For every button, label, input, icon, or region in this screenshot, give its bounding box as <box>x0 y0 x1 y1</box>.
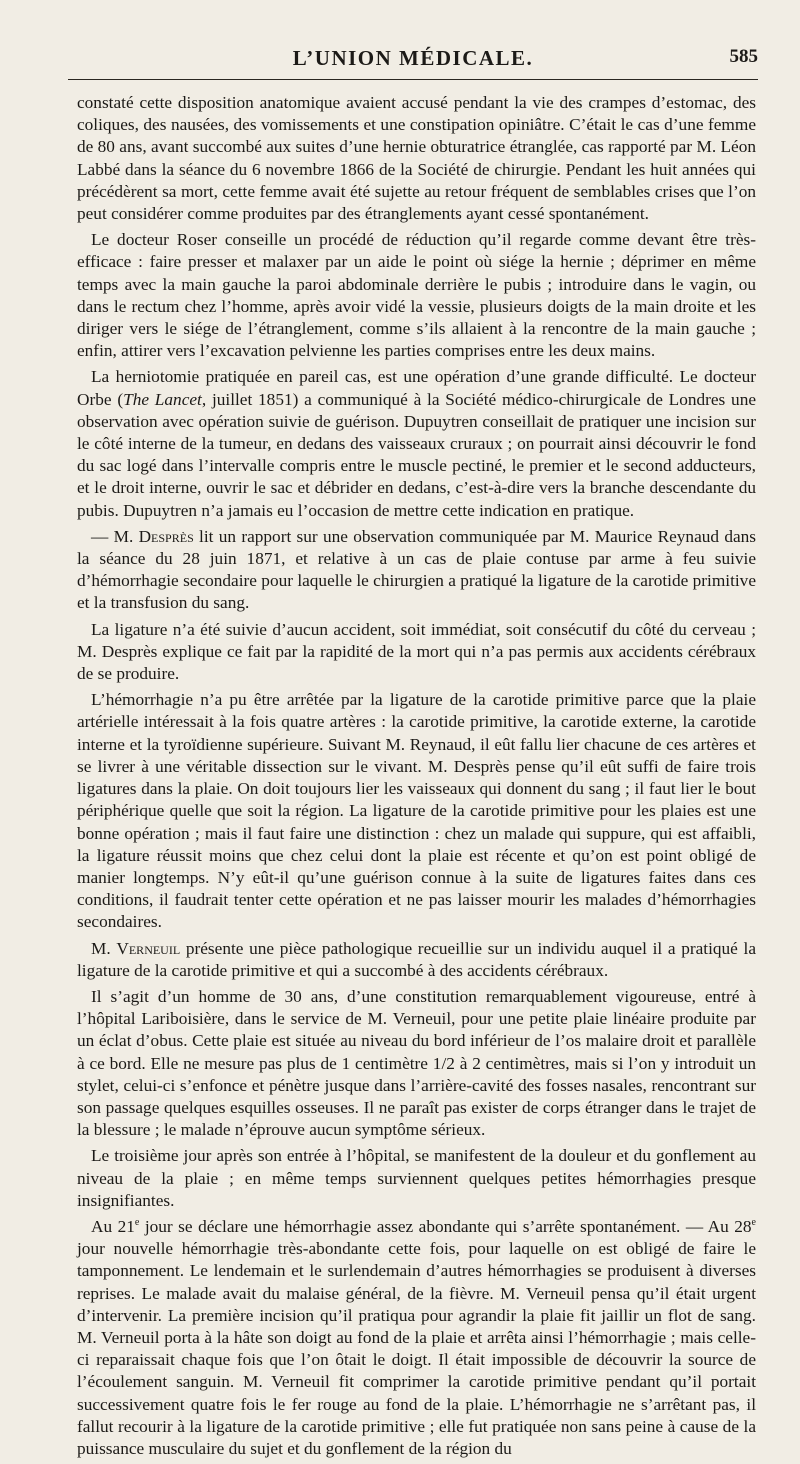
paragraph-4 <box>77 526 756 615</box>
paragraph-5-text: La ligature n’a été suivie d’aucun accident, soit immédiat, soit consécutif du côté du cerveau ; M. Desprès explique ce fait par la rapidité de la mort qui n’a pas permis aux accidents cérébraux de se produire. <box>77 619 756 684</box>
paragraph-10-text-a: Au 21 <box>91 1216 135 1236</box>
journal-title: The Lancet <box>123 389 202 409</box>
article-body <box>77 92 756 1464</box>
paragraph-7-text-a: M. <box>91 938 117 958</box>
author-name-despres: Desprès <box>138 526 194 546</box>
header-rule <box>68 79 758 80</box>
paragraph-9-text: Le troisième jour après son entrée à l’hôpital, se manifestent de la douleur et du gonflement au niveau de la plaie ; en même temps surviennent quelques petites hémorrhagies presque insignifiantes. <box>77 1146 756 1210</box>
paragraph-3 <box>77 366 756 521</box>
ordinal-superscript: e <box>751 1217 756 1229</box>
paragraph-3-text-b: , juillet 1851) a communiqué à la Société médico-chirurgicale de Londres une observation avec opération suivie de guérison. Dupuytren conseillait de pratiquer une incision sur le côté interne de la tumeur, en dedans des vaisseaux cruraux ; on pourrait ainsi découvrir le fond du sac logé dans l’intervalle compris entre le muscle pectiné, le premier et le second adducteurs, et le droit interne, ouvrir le sac et débrider en dedans, c’est-à-dire vers la branche descendante du pubis. Dupuytren n’a jamais eu l’occasion de mettre cette indication en pratique. <box>77 389 757 520</box>
paragraph-3-text-a: La herniotomie pratiquée en pareil cas, est une opération d’une grande difficulté. Le docteur Orbe ( <box>77 367 756 409</box>
page-number: 585 <box>729 46 758 67</box>
paragraph-10 <box>77 1216 756 1460</box>
paragraph-8 <box>77 986 756 1141</box>
running-title: L’UNION MÉDICALE. <box>292 46 534 70</box>
paragraph-2 <box>77 229 756 362</box>
ordinal-superscript: e <box>134 1217 140 1229</box>
paragraph-10-text-c: jour nouvelle hémorrhagie très-abondante cette fois, pour laquelle on est obligé de faire le tamponnement. Le lendemain et le surlendemain d’autres hémorrhagies se produisent à diverses reprises. Le malade avait du malaise général, de la fièvre. M. Verneuil pensa qu’il était urgent d’intervenir. La première incision qu’il pratiqua pour agrandir la plaie fit jaillir un flot de sang. M. Verneuil porta à la hâte son doigt au fond de la plaie et arrêta ainsi l’hémorrhagie ; mais celle-ci reparaissait chaque fois que l’on ôtait le doigt. Il était impossible de découvrir la source de l’écoulement sanguin. M. Verneuil fit comprimer la carotide primitive pendant qu’il portait successivement quatre fois le fer rouge au fond de la plaie. L’hémorrhagie ne s’arrêtant pas, il fallut recourir à la ligature de la carotide primitive ; elle fut pratiquée non sans peine à cause de la puissance musculaire du sujet et du gonflement de la région du <box>77 1239 756 1458</box>
page-header <box>68 46 758 76</box>
paragraph-8-text: Il s’agit d’un homme de 30 ans, d’une constitution remarquablement vigoureuse, entré à l’hôpital Lariboisière, dans le service de M. Verneuil, pour une petite plaie linéaire produite par un éclat d’obus. Cette plaie est située au niveau du bord inférieur de l’os malaire droit et parallèle à ce bord. Elle ne mesure pas plus de 1 centimètre 1/2 à 2 centimètres, mais si l’on y introduit un stylet, celui-ci s’enfonce et pénètre jusque dans l’arrière-cavité des fosses nasales, rencontrant sur son passage quelques esquilles osseuses. Il ne paraît pas exister de corps étranger dans le trajet de la blessure ; le malade n’éprouve aucun symptôme sérieux. <box>77 986 756 1140</box>
paragraph-6 <box>77 689 756 933</box>
paragraph-1-text: constaté cette disposition anatomique avaient accusé pendant la vie des crampes d’estomac, des coliques, des nausées, des vomissements et une constipation opiniâtre. C’était le cas d’une femme de 80 ans, avant succombé aux suites d’une hernie obturatrice étranglée, cas rapporté par M. Léon Labbé dans la séance du 6 novembre 1866 de la Société de chirurgie. Pendant les huit années qui précédèrent sa mort, cette femme avait été sujette au retour fréquent de semblables crises que l’on peut considérer comme produites par des étranglements ayant cessé spontanément. <box>77 93 756 224</box>
paragraph-6-text: L’hémorrhagie n’a pu être arrêtée par la ligature de la carotide primitive parce que la plaie artérielle intéressait à la fois quatre artères : la carotide primitive, la carotide externe, la carotide interne et la tyroïdienne supérieure. Suivant M. Reynaud, il eût fallu lier chacune de ces artères et se livrer à une véritable dissection sur le vivant. M. Desprès pense qu’il eût suffi de faire trois ligatures dans la plaie. On doit toujours lier les vaisseaux qui donnent du sang ; il faut lier le bout périphérique quelle que soit la région. La ligature de la carotide primitive pour les plaies est une bonne opération ; mais il faut faire une distinction : chez un malade qui suppure, qui est affaibli, la ligature réussit moins que chez celui dont la plaie est récente et qu’on est point obligé de manier longtemps. N’y eût-il qu’une guérison connue à la suite de ligatures faites dans ces conditions, il faudrait tenter cette opération et ne pas laisser mourir les malades d’hémorrhagies secondaires. <box>77 690 756 932</box>
paragraph-5 <box>77 619 756 686</box>
paragraph-4-text-b: lit un rapport sur une observation communiquée par M. Maurice Reynaud dans la séance du 28 juin 1871, et relative à un cas de plaie contuse par arme à feu suivie d’hémorrhagie secondaire pour laquelle le chirurgien a pratiqué la ligature de la carotide primitive et la transfusion du sang. <box>77 526 756 613</box>
paragraph-1 <box>77 92 756 225</box>
paragraph-10-text-b: jour se déclare une hémorrhagie assez abondante qui s’arrête spontanément. — Au 28 <box>139 1216 752 1236</box>
paragraph-2-text: Le docteur Roser conseille un procédé de réduction qu’il regarde comme devant être très-efficace : faire presser et malaxer par un aide le point où siége la hernie ; déprimer en même temps avec la main gauche la paroi abdominale derrière le pubis ; introduire dans le vagin, ou dans le rectum chez l’homme, après avoir vidé la vessie, plusieurs doigts de la main droite et les diriger vers le siége de l’étranglement, comme s’ils allaient à la rencontre de la main gauche ; enfin, attirer vers l’excavation pelvienne les parties comprises entre les deux mains. <box>77 230 756 361</box>
paragraph-7-text-b: présente une pièce pathologique recueillie sur un individu auquel il a pratiqué la ligature de la carotide primitive et qui a succombé à des accidents cérébraux. <box>77 938 756 980</box>
paragraph-7 <box>77 938 756 982</box>
paragraph-9 <box>77 1145 756 1212</box>
author-name-verneuil: Verneuil <box>116 938 181 958</box>
paragraph-4-text-a: — M. <box>91 526 139 546</box>
